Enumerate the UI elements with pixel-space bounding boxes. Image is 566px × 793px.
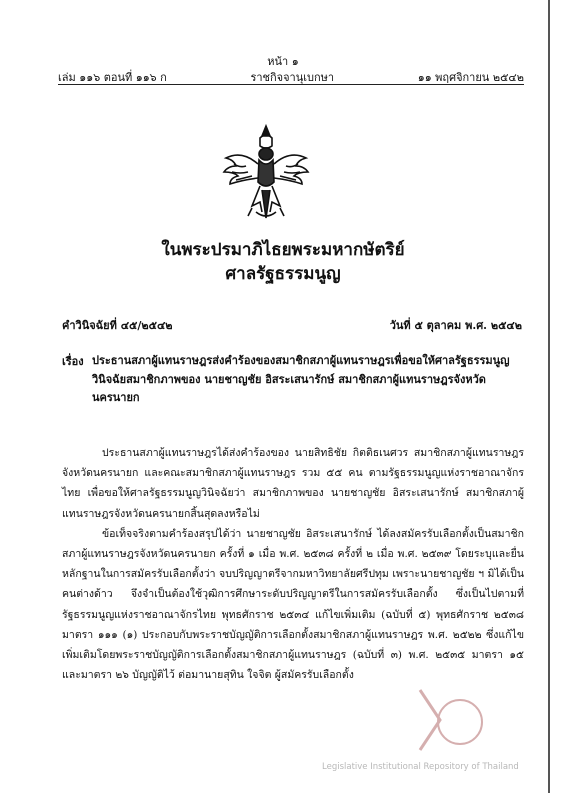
subject-label: เรื่อง (62, 355, 84, 368)
lirt-logo-watermark (380, 680, 530, 760)
gazette-date: ๑๑ พฤศจิกายน ๒๕๔๒ (417, 71, 524, 84)
royal-title: ในพระปรมาภิไธยพระมหากษัตริย์ (161, 240, 405, 260)
garuda-emblem-icon (216, 120, 316, 230)
volume-issue: เล่ม ๑๑๖ ตอนที่ ๑๑๖ ก (58, 71, 167, 84)
ruling-number: คำวินิจฉัยที่ ๔๕/๒๕๔๒ (62, 319, 173, 332)
header-rule (58, 84, 524, 85)
subject-text: ประธานสภาผู้แทนราษฎรส่งคำร้องของสมาชิกสภาผู้แทนราษฎรเพื่อขอให้ศาลรัฐธรรมนูญ วินิจฉัยสมาชิกภาพของ นายชาญชัย อิสระเสนารักษ์ สมาชิกสภาผู้แทนราษฎรจังหวัดนครนายก (92, 354, 510, 404)
document-body (62, 443, 524, 685)
ruling-date: วันที่ ๕ ตุลาคม พ.ศ. ๒๕๔๒ (389, 319, 522, 332)
gazette-name: ราชกิจจานุเบกษา (250, 71, 335, 84)
repository-watermark: Legislative Institutional Repository of Thailand (322, 762, 519, 772)
scan-border (548, 0, 550, 793)
court-title: ศาลรัฐธรรมนูญ (225, 264, 341, 284)
body-paragraph-2: ข้อเท็จจริงตามคำร้องสรุปได้ว่า นายชาญชัย อิสระเสนารักษ์ ได้ลงสมัครรับเลือกตั้งเป็นสมาชิกสภาผู้แทนราษฎรจังหวัดนครนายก ครั้งที่ ๑ เมื่อ พ.ศ. ๒๕๓๘ ครั้งที่ ๒ เมื่อ พ.ศ. ๒๕๓๙ โดยระบุและยื่นหลักฐานในการสมัครรับเลือกตั้งว่า จบปริญญาตรีจากมหาวิทยาลัยศรีปทุม เพราะนายชาญชัย ฯ มิได้เป็นคนต่างด้าว จึงจำเป็นต้องใช้วุฒิการศึกษาระดับปริญญาตรีในการสมัครรับเลือกตั้ง ซึ่งเป็นไปตามที่รัฐธรรมนูญแห่งราชอาณาจักรไทย พุทธศักราช ๒๕๓๔ แก้ไขเพิ่มเติม (ฉบับที่ ๕) พุทธศักราช ๒๕๓๘ มาตรา ๑๑๑ (๑) ประกอบกับพระราชบัญญัติการเลือกตั้งสมาชิกสภาผู้แทนราษฎร พ.ศ. ๒๕๒๒ ซึ่งแก้ไขเพิ่มเติมโดยพระราชบัญญัติการเลือกตั้งสมาชิกสภาผู้แทนราษฎร (ฉบับที่ ๓) พ.ศ. ๒๕๓๕ มาตรา ๑๕ และมาตรา ๒๖ บัญญัติไว้ ต่อมานายสุทิน ใจจิต ผู้สมัครรับเลือกตั้ง (62, 527, 524, 682)
body-paragraph-1: ประธานสภาผู้แทนราษฎรได้ส่งคำร้องของ นายสิทธิชัย กิตติธเนศวร สมาชิกสภาผู้แทนราษฎรจังหวัดนครนายก และคณะสมาชิกสภาผู้แทนราษฎร รวม ๕๕ คน ตามรัฐธรรมนูญแห่งราชอาณาจักรไทย เพื่อขอให้ศาลรัฐธรรมนูญวินิจฉัยว่า สมาชิกภาพของ นายชาญชัย อิสระเสนารักษ์ สมาชิกสภาผู้แทนราษฎรจังหวัดนครนายกสิ้นสุดลงหรือไม่ (62, 447, 524, 520)
page-number: หน้า ๑ (267, 55, 299, 68)
